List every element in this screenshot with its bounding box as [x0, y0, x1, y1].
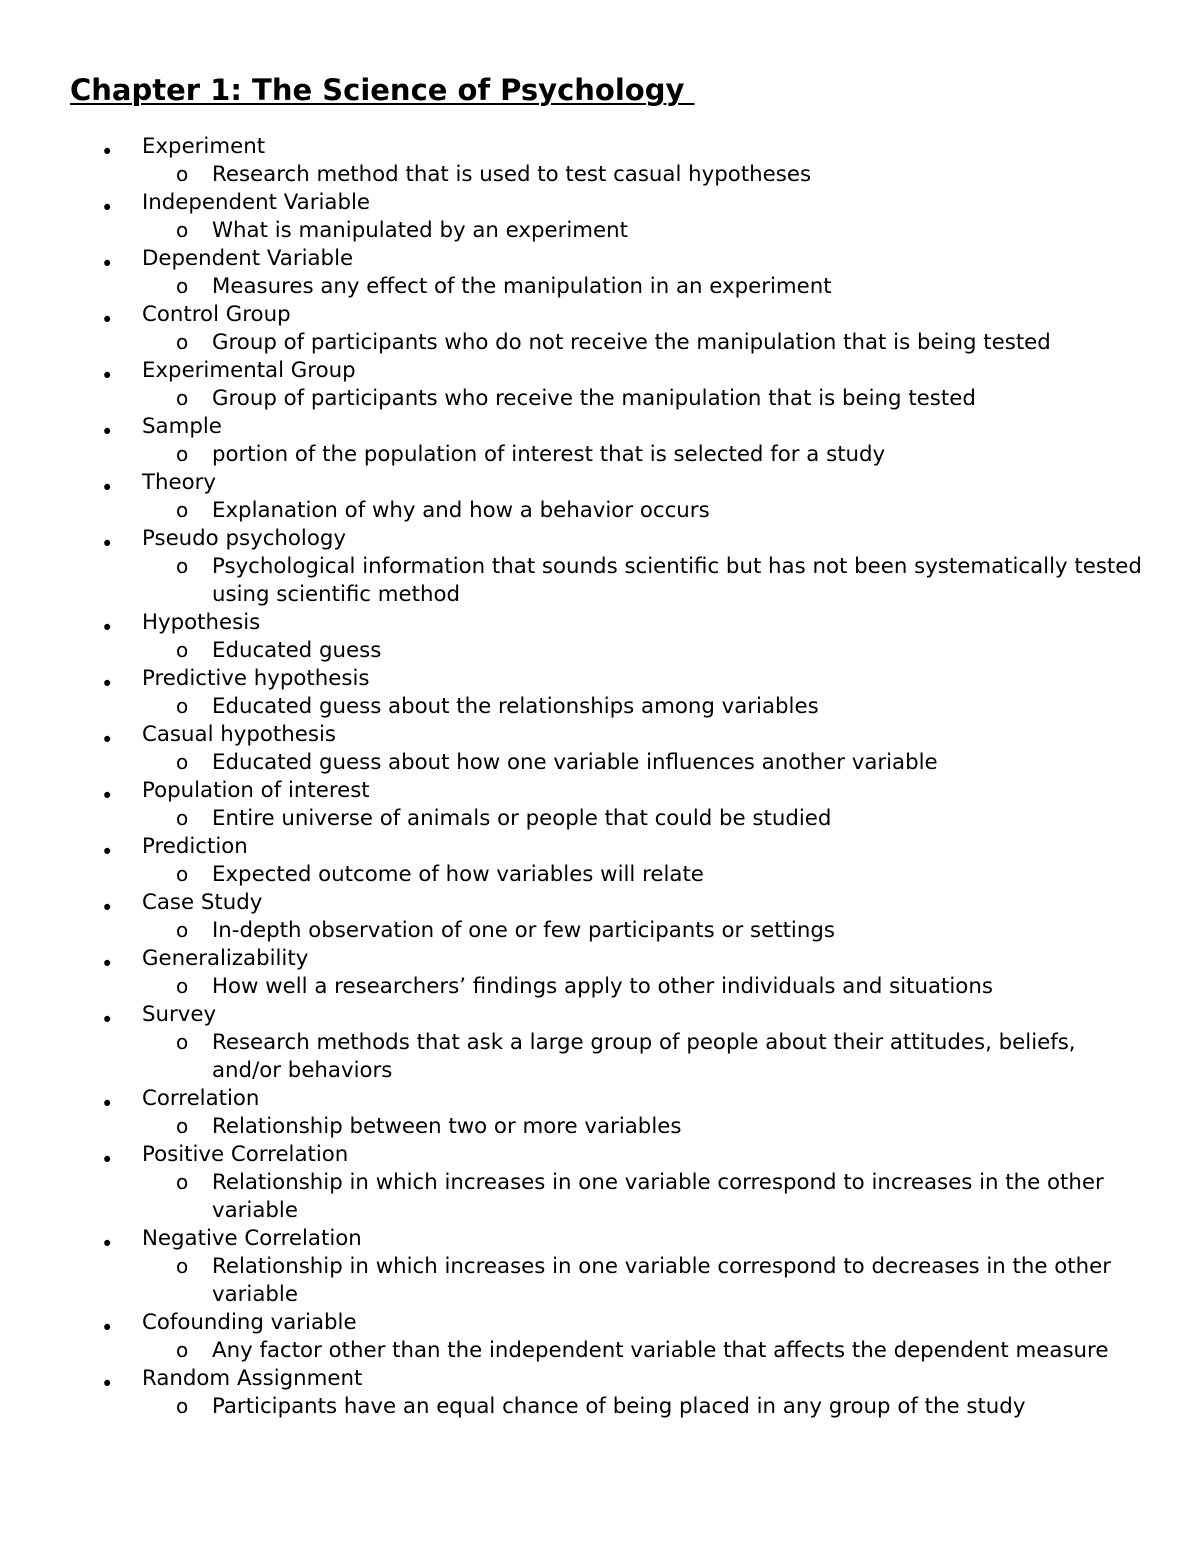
sub-bullet-icon: o [176, 498, 189, 522]
bullet-icon: • [101, 616, 114, 640]
term-label: Pseudo psychology [142, 526, 347, 551]
bullet-icon: • [101, 308, 114, 332]
definition-text: Research method that is used to test casual hypotheses [212, 162, 812, 187]
list-item [0, 1365, 1200, 1421]
term-definition [0, 1253, 1142, 1309]
bullet-icon: • [101, 1316, 114, 1340]
list-item [0, 357, 1200, 413]
term-definition [0, 497, 1142, 525]
term-definition [0, 329, 1142, 357]
bullet-icon: • [101, 196, 114, 220]
term-label: Positive Correlation [142, 1142, 349, 1167]
term-definition [0, 441, 1142, 469]
term-label: Population of interest [142, 778, 370, 803]
bullet-icon: • [101, 252, 114, 276]
bullet-icon: • [101, 1092, 114, 1116]
bullet-icon: • [101, 728, 114, 752]
term-label: Predictive hypothesis [142, 666, 370, 691]
sub-bullet-icon: o [176, 274, 189, 298]
sub-bullet-icon: o [176, 694, 189, 718]
term-list [0, 133, 1200, 1421]
sub-bullet-icon: o [176, 442, 189, 466]
sub-bullet-icon: o [176, 330, 189, 354]
term-definition [0, 1113, 1142, 1141]
list-item [0, 777, 1200, 833]
list-item [0, 1225, 1200, 1309]
term-definition [0, 1029, 1142, 1085]
term-definition [0, 693, 1142, 721]
definition-text: Relationship in which increases in one variable correspond to increases in the other variable [212, 1170, 1104, 1223]
bullet-icon: • [101, 1232, 114, 1256]
term-definition [0, 1337, 1142, 1365]
term-label: Experiment [142, 134, 266, 159]
sub-bullet-icon: o [176, 1254, 189, 1278]
term-definition [0, 637, 1142, 665]
term-label: Negative Correlation [142, 1226, 362, 1251]
sub-bullet-icon: o [176, 918, 189, 942]
bullet-icon: • [101, 1372, 114, 1396]
bullet-icon: • [101, 952, 114, 976]
list-item [0, 525, 1200, 609]
term-label: Experimental Group [142, 358, 356, 383]
definition-text: Psychological information that sounds scientific but has not been systematically tested using scientific method [212, 554, 1142, 607]
definition-text: Relationship in which increases in one variable correspond to decreases in the other variable [212, 1254, 1111, 1307]
bullet-icon: • [101, 896, 114, 920]
sub-bullet-icon: o [176, 806, 189, 830]
term-label: Case Study [142, 890, 263, 915]
sub-bullet-icon: o [176, 1114, 189, 1138]
term-label: Correlation [142, 1086, 260, 1111]
list-item [0, 469, 1200, 525]
sub-bullet-icon: o [176, 974, 189, 998]
sub-bullet-icon: o [176, 386, 189, 410]
definition-text: In-depth observation of one or few participants or settings [212, 918, 835, 943]
term-label: Cofounding variable [142, 1310, 357, 1335]
list-item [0, 133, 1200, 189]
list-item [0, 1085, 1200, 1141]
list-item [0, 945, 1200, 1001]
term-label: Control Group [142, 302, 291, 327]
term-definition [0, 973, 1142, 1001]
definition-text: Group of participants who do not receive the manipulation that is being tested [212, 330, 1051, 355]
list-item [0, 609, 1200, 665]
list-item [0, 833, 1200, 889]
term-definition [0, 161, 1142, 189]
term-definition [0, 1393, 1142, 1421]
list-item [0, 1001, 1200, 1085]
definition-text: Educated guess about the relationships among variables [212, 694, 819, 719]
sub-bullet-icon: o [176, 1030, 189, 1054]
bullet-icon: • [101, 140, 114, 164]
definition-text: Educated guess [212, 638, 382, 663]
term-label: Independent Variable [142, 190, 370, 215]
sub-bullet-icon: o [176, 862, 189, 886]
term-definition [0, 385, 1142, 413]
list-item [0, 889, 1200, 945]
bullet-icon: • [101, 532, 114, 556]
list-item [0, 1141, 1200, 1225]
term-label: Survey [142, 1002, 217, 1027]
bullet-icon: • [101, 364, 114, 388]
definition-text: Relationship between two or more variables [212, 1114, 682, 1139]
sub-bullet-icon: o [176, 1394, 189, 1418]
term-label: Casual hypothesis [142, 722, 336, 747]
list-item [0, 665, 1200, 721]
sub-bullet-icon: o [176, 638, 189, 662]
term-definition [0, 273, 1142, 301]
definition-text: Measures any effect of the manipulation in an experiment [212, 274, 832, 299]
bullet-icon: • [101, 1008, 114, 1032]
definition-text: Group of participants who receive the manipulation that is being tested [212, 386, 976, 411]
sub-bullet-icon: o [176, 554, 189, 578]
sub-bullet-icon: o [176, 750, 189, 774]
definition-text: Entire universe of animals or people that could be studied [212, 806, 832, 831]
term-label: Generalizability [142, 946, 309, 971]
bullet-icon: • [101, 840, 114, 864]
term-definition [0, 1169, 1142, 1225]
term-definition [0, 553, 1142, 609]
term-definition [0, 861, 1142, 889]
term-definition [0, 749, 1142, 777]
definition-text: Educated guess about how one variable influences another variable [212, 750, 938, 775]
list-item [0, 413, 1200, 469]
term-label: Sample [142, 414, 222, 439]
term-label: Hypothesis [142, 610, 261, 635]
bullet-icon: • [101, 784, 114, 808]
bullet-icon: • [101, 476, 114, 500]
definition-text: What is manipulated by an experiment [212, 218, 628, 243]
page-title: Chapter 1: The Science of Psychology [70, 73, 695, 107]
bullet-icon: • [101, 672, 114, 696]
term-label: Dependent Variable [142, 246, 354, 271]
term-label: Theory [142, 470, 216, 495]
term-label: Prediction [142, 834, 248, 859]
list-item [0, 301, 1200, 357]
definition-text: How well a researchers’ findings apply to other individuals and situations [212, 974, 993, 999]
list-item [0, 721, 1200, 777]
definition-text: Any factor other than the independent variable that affects the dependent measure [212, 1338, 1109, 1363]
term-definition [0, 217, 1142, 245]
sub-bullet-icon: o [176, 218, 189, 242]
sub-bullet-icon: o [176, 162, 189, 186]
definition-text: Research methods that ask a large group of people about their attitudes, beliefs, and/or behaviors [212, 1030, 1076, 1083]
definition-text: Expected outcome of how variables will relate [212, 862, 704, 887]
bullet-icon: • [101, 420, 114, 444]
term-definition [0, 917, 1142, 945]
term-definition [0, 805, 1142, 833]
bullet-icon: • [101, 1148, 114, 1172]
definition-text: Participants have an equal chance of being placed in any group of the study [212, 1394, 1026, 1419]
list-item [0, 189, 1200, 245]
list-item [0, 1309, 1200, 1365]
sub-bullet-icon: o [176, 1338, 189, 1362]
list-item [0, 245, 1200, 301]
term-label: Random Assignment [142, 1366, 363, 1391]
sub-bullet-icon: o [176, 1170, 189, 1194]
definition-text: Explanation of why and how a behavior occurs [212, 498, 710, 523]
definition-text: portion of the population of interest that is selected for a study [212, 442, 886, 467]
